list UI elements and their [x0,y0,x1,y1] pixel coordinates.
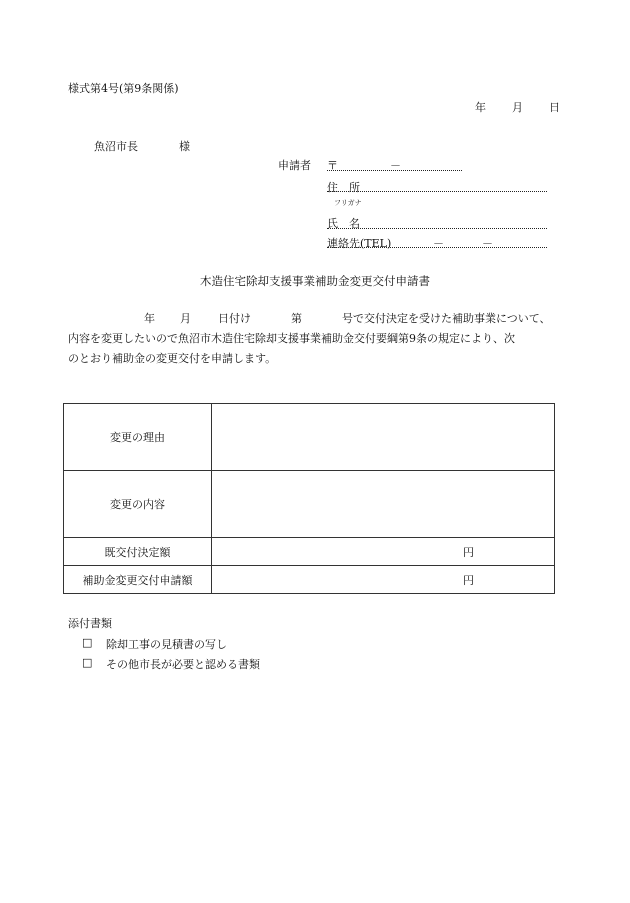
requested-amount-field[interactable]: 円 [212,566,555,594]
postal-code-line[interactable] [327,170,462,171]
postal-dash: － [390,159,401,172]
table-row [64,538,555,566]
table-row [64,471,555,538]
address-line[interactable] [327,191,547,192]
attachments-heading: 添付書類 [68,617,112,630]
contact-label: 連絡先(TEL) [327,237,392,250]
form-number: 様式第4号(第9条関係) [68,82,179,95]
postal-mark: 〒 [327,159,338,172]
body-date-suffix: 日付け [218,312,251,325]
attachment-item-label: 除却工事の見積書の写し [106,638,227,651]
checkbox-icon[interactable]: □ [82,636,93,649]
document-title: 木造住宅除却支援事業補助金変更交付申請書 [200,274,430,288]
date-year: 年 [475,101,486,114]
checkbox-icon[interactable]: □ [82,656,93,669]
tel-dash-1: － [433,237,444,250]
table-row-label: 補助金変更交付申請額 [64,566,212,594]
table-row [64,404,555,471]
date-day: 日 [549,101,560,114]
body-line2: 内容を変更したいので魚沼市木造住宅除却支援事業補助金交付要綱第9条の規定により、次 [68,332,515,345]
body-year: 年 [144,312,155,325]
addressee-name: 魚沼市長 [94,140,138,153]
address-label: 住 所 [327,181,360,194]
table-row-label: 既交付決定額 [64,538,212,566]
table-row-label: 変更の理由 [64,404,212,471]
tel-dash-2: － [482,237,493,250]
body-dai: 第 [291,312,302,325]
table-row [64,566,555,594]
reason-field[interactable] [212,404,555,471]
change-details-table [63,403,555,594]
table-row-label: 変更の内容 [64,471,212,538]
content-field[interactable] [212,471,555,538]
attachment-item-label: その他市長が必要と認める書類 [106,658,260,671]
name-label: 氏 名 [327,217,360,230]
name-line[interactable] [327,228,547,229]
addressee-honorific: 様 [179,140,190,153]
applicant-label: 申請者 [278,159,311,172]
furigana-label: フリガナ [334,199,362,207]
decided-amount-field[interactable]: 円 [212,538,555,566]
body-line3: のとおり補助金の変更交付を申請します。 [68,352,277,365]
date-month: 月 [512,101,523,114]
body-line1-rest: 号で交付決定を受けた補助事業について、 [342,312,551,325]
contact-line[interactable] [327,247,547,248]
body-month: 月 [180,312,191,325]
